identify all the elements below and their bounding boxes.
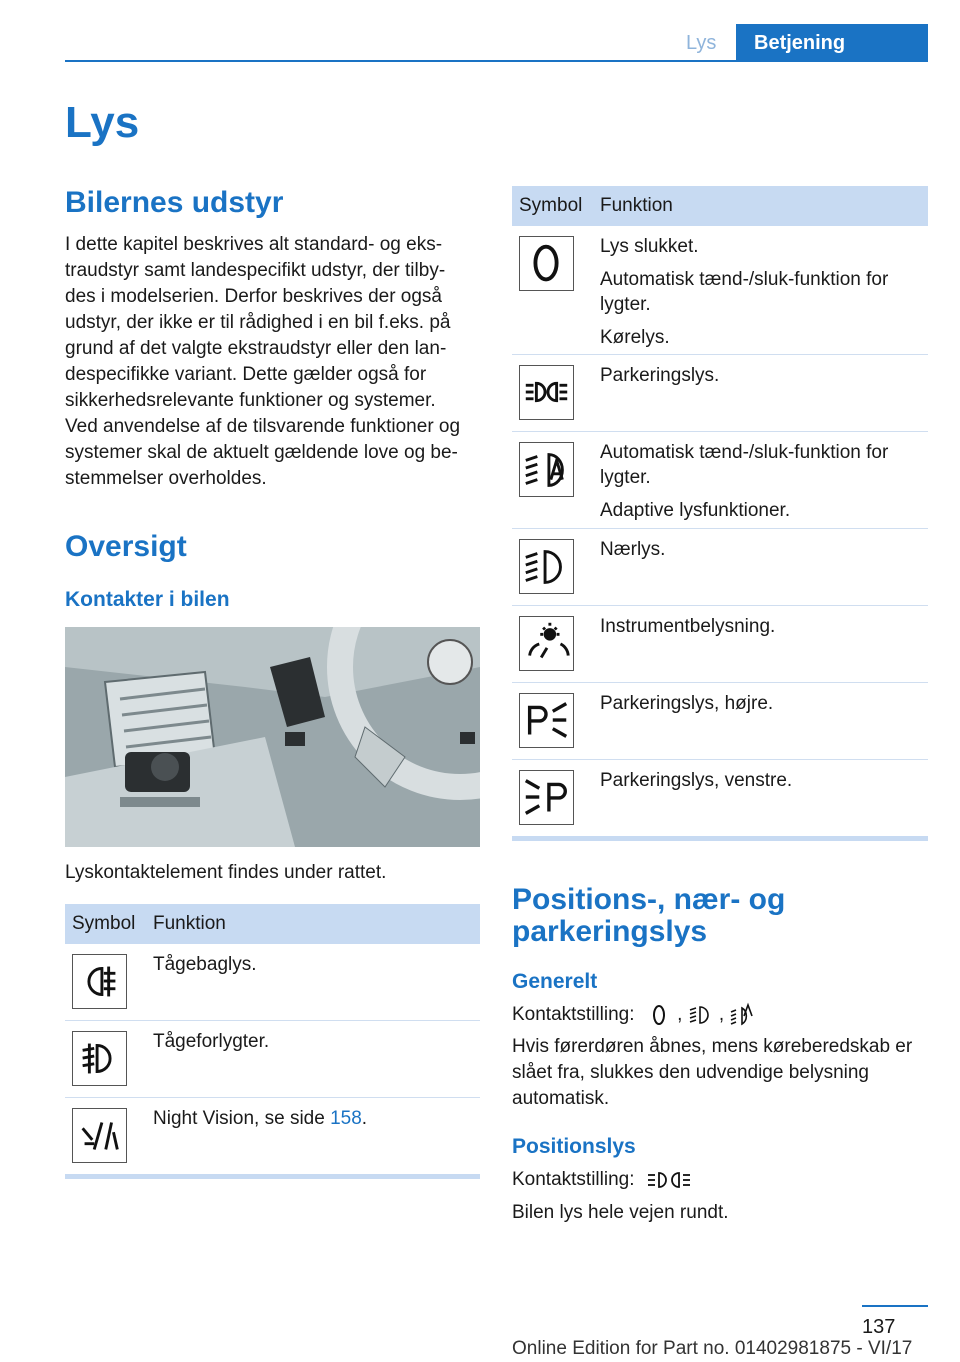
equipment-line: udstyr, der ikke er til rådighed i en bil f.eks. på	[65, 312, 451, 333]
page-number: 137	[862, 1316, 896, 1338]
row-line: Instrumentbelysning.	[600, 616, 776, 637]
col-function: Funktion	[153, 913, 226, 934]
row-line: Automatisk tænd-/sluk-funktion for lygter.	[600, 269, 889, 315]
table-row	[512, 226, 928, 355]
equipment-line: sikkerhedsrelevante funktioner og systemer.	[65, 390, 436, 411]
auto-headlight-icon	[729, 1002, 755, 1028]
left-symbol-table	[65, 904, 480, 1179]
table-row	[512, 683, 928, 760]
dashboard-photo	[65, 627, 480, 847]
general-heading: Generelt	[512, 970, 598, 993]
table-row	[512, 606, 928, 683]
row-text	[153, 1106, 476, 1131]
table-row	[512, 760, 928, 836]
row-text	[600, 691, 924, 724]
row-text: Tågebaglys.	[153, 954, 257, 975]
parking-light-left-icon	[519, 770, 574, 825]
general-contact-line: Kontaktstilling: , ,	[512, 1002, 755, 1028]
equipment-line: systemer skal de aktuelt gældende love og be-	[65, 442, 458, 463]
general-line: Hvis førerdøren åbnes, mens køreberedskab er	[512, 1036, 913, 1057]
equipment-line: despecifikke variant. Dette gælder også for	[65, 364, 427, 385]
table-row	[65, 1021, 480, 1098]
equipment-line: I dette kapitel beskrives alt standard- og eks-	[65, 234, 443, 255]
general-line: automatisk.	[512, 1088, 610, 1109]
col-function: Funktion	[600, 195, 673, 216]
front-fog-light-icon	[72, 1031, 127, 1086]
row-text	[600, 768, 924, 801]
photo-caption: Lyskontaktelement findes under rattet.	[65, 862, 387, 883]
heading-line: Positions-, nær- og	[512, 883, 786, 916]
low-beam-icon	[688, 1002, 714, 1028]
row-text	[600, 234, 924, 358]
heading-line: parkeringslys	[512, 915, 708, 948]
header-rule	[65, 60, 928, 62]
rear-fog-light-icon	[72, 954, 127, 1009]
row-text	[600, 614, 924, 647]
header-section: Lys	[686, 32, 717, 54]
row-text	[600, 440, 924, 531]
table-row	[512, 529, 928, 606]
equipment-text	[65, 232, 485, 492]
equipment-line: grund af det valgte ekstraudstyr eller den lan-	[65, 338, 447, 359]
table-row	[65, 1098, 480, 1174]
light-off-zero-icon	[646, 1002, 672, 1028]
row-line: Nærlys.	[600, 539, 666, 560]
row-text-suffix: .	[361, 1108, 368, 1129]
row-text	[600, 363, 924, 396]
row-text	[600, 537, 924, 570]
row-text	[153, 1029, 476, 1054]
row-line: Automatisk tænd-/sluk-funktion for lygter.	[600, 442, 889, 488]
table-header	[512, 186, 928, 226]
row-line: Parkeringslys.	[600, 365, 720, 386]
parking-light-right-icon	[519, 693, 574, 748]
table-end-rule	[512, 836, 928, 841]
table-row	[512, 355, 928, 432]
night-vision-icon	[72, 1108, 127, 1163]
row-line: Adaptive lysfunktioner.	[600, 500, 791, 521]
position-contact-line	[512, 1167, 694, 1193]
page-title: Lys	[65, 98, 140, 147]
equipment-line: stemmelser overholdes.	[65, 468, 267, 489]
contact-label: Kontaktstilling:	[512, 1004, 635, 1026]
instrument-lighting-icon	[519, 616, 574, 671]
parking-light-icon	[646, 1167, 694, 1193]
auto-headlight-icon	[519, 442, 574, 497]
page-link[interactable]: 158	[330, 1108, 362, 1129]
row-line: Lys slukket.	[600, 236, 699, 257]
position-lights-heading	[512, 884, 785, 948]
row-line: Parkeringslys, venstre.	[600, 770, 793, 791]
equipment-heading: Bilernes udstyr	[65, 186, 284, 219]
table-end-rule	[65, 1174, 480, 1179]
position-text: Bilen lys hele vejen rundt.	[512, 1202, 729, 1223]
equipment-line: Ved anvendelse af de tilsvarende funktioner og	[65, 416, 461, 437]
general-text	[512, 1034, 932, 1112]
header-tab: Betjening	[736, 24, 928, 62]
row-text-label: Night Vision, se side	[153, 1108, 331, 1129]
general-line: slået fra, slukkes den udvendige belysning	[512, 1062, 870, 1083]
overview-heading: Oversigt	[65, 530, 187, 563]
contacts-heading: Kontakter i bilen	[65, 588, 230, 611]
low-beam-icon	[519, 539, 574, 594]
contact-label: Kontaktstilling:	[512, 1169, 635, 1191]
row-text-label: Tågeforlygter.	[153, 1031, 270, 1052]
position-heading: Positionslys	[512, 1135, 636, 1158]
col-symbol: Symbol	[519, 195, 583, 216]
parking-light-icon	[519, 365, 574, 420]
edition-note: Online Edition for Part no. 01402981875 - VI/17	[512, 1338, 913, 1359]
table-row	[65, 944, 480, 1021]
row-line: Parkeringslys, højre.	[600, 693, 774, 714]
equipment-line: traudstyr samt landespecifikt udstyr, der tilby-	[65, 260, 446, 281]
col-symbol: Symbol	[72, 913, 136, 934]
equipment-line: des i modelserien. Derfor beskrives der også	[65, 286, 443, 307]
footer-rule	[862, 1305, 928, 1307]
right-symbol-table	[512, 186, 928, 841]
table-header	[65, 904, 480, 944]
table-row	[512, 432, 928, 529]
light-off-zero-icon	[519, 236, 574, 291]
row-line: Kørelys.	[600, 327, 670, 348]
